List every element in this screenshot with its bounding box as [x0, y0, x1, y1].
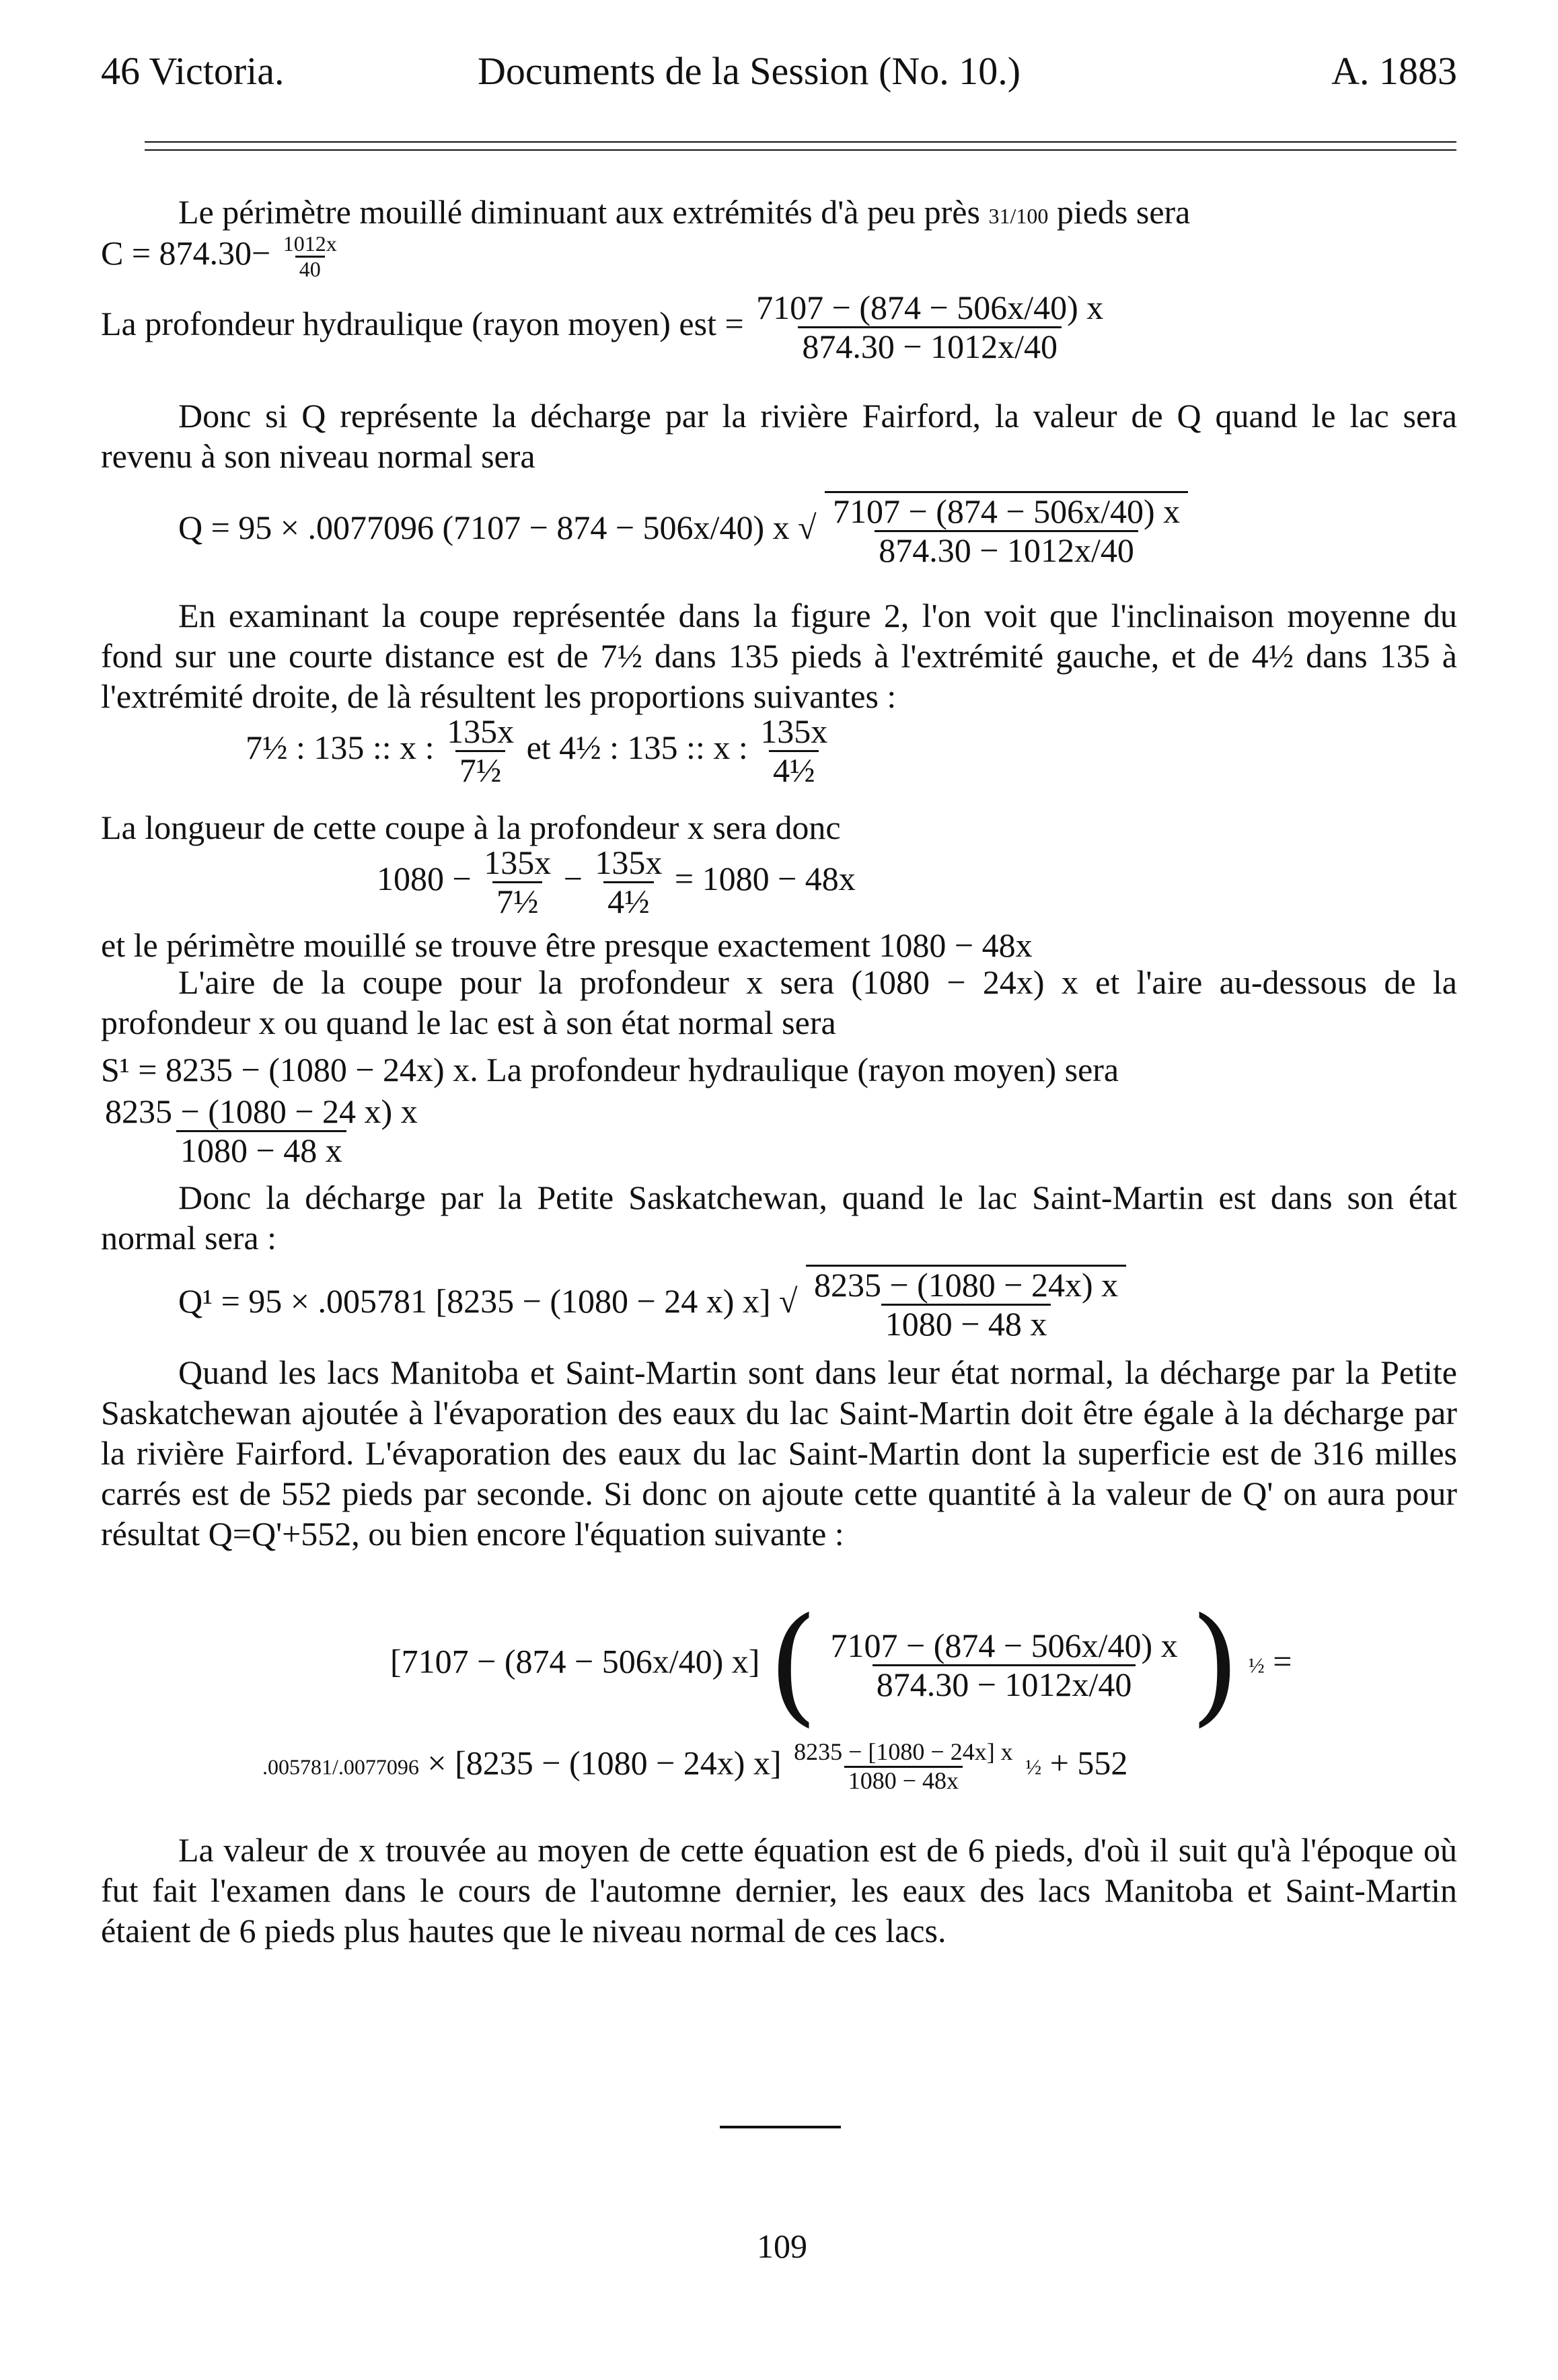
document-page — [101, 0, 1457, 2380]
paragraph-quand: Quand les lacs Manitoba et Saint-Martin sont dans leur état normal, la décharge par la Petite Saskatchewan ajoutée à l'évaporation des eaux du lac Saint-Martin doit être égale à la décharge par la rivière Fairford. L'évaporation des eaux du lac Saint-Martin dont la superficie est de 316 milles carrés est de 552 pieds par seconde. Si donc on ajoute cette quantité à la valeur de Q' on aura pour résultat Q=Q'+552, ou bien encore l'équation suivante : — [101, 1353, 1457, 1553]
header-rule-1 — [145, 141, 1456, 143]
equation-q1: Q¹ = 95 × .005781 [8235 − (1080 − 24 x) x] √ $\frac{8235 - (1080 - 24x) x}{1080 - 48 x}$ — [178, 1265, 1126, 1343]
line-perimetre: Le périmètre mouillé diminuant aux extrémités d'à peu près 31/100 pieds sera — [178, 193, 1191, 231]
paragraph-donc-2: Donc la décharge par la Petite Saskatchewan, quand le lac Saint-Martin est dans son état normal sera : — [101, 1179, 1457, 1257]
equation-longueur: 1080 − $\frac{135x}{\text{7½}}$ − $\frac{135x}{\text{4½}}$ = 1080 − 48x — [377, 844, 856, 920]
equation-s1: S¹ = 8235 − (1080 − 24x) x. La profondeur hydraulique (rayon moyen) sera — [101, 1051, 1119, 1088]
paragraph-examen: En examinant la coupe représentée dans la figure 2, l'on voit que l'inclinaison moyenne du fond sur une courte distance est de 7½ dans 135 pieds à l'extrémité gauche, et de 4½ dans 135 à l'extrémité droite, de là résultent les proportions suivantes : — [101, 597, 1457, 715]
equation-profondeur: La profondeur hydraulique (rayon moyen) est = $\frac{7107 - (874 - 506x/40) x}{874.30 - 1012x/40}$ — [101, 289, 1104, 365]
equation-c: C = 874.30− $\frac{1012x}{40}$ — [101, 231, 337, 282]
header-left: 46 Victoria. — [101, 49, 285, 93]
equation-proportions: 7½ : 135 :: x : $\frac{135x}{\text{7½}}$ et 4½ : 135 :: x : $\frac{135x}{\text{4½}}$ — [246, 712, 828, 789]
paragraph-valeur: La valeur de x trouvée au moyen de cette équation est de 6 pieds, d'où il suit qu'à l'époque où fut fait l'examen dans le cours de l'automne dernier, les eaux des lacs Manitoba et Saint-Martin étaient de 6 pieds plus hautes que le niveau normal de ces lacs. — [101, 1831, 1457, 1949]
closing-rule — [720, 2126, 841, 2128]
line-longueur: La longueur de cette coupe à la profondeur x sera donc — [101, 809, 841, 846]
equation-principale-2: .005781/.0077096 × [8235 − (1080 − 24x) x] $\frac{8235 - [1080 - 24x] x}{1080 - 48x}$ ½ + 552 — [262, 1738, 1128, 1794]
paragraph-donc-1: Donc si Q représente la décharge par la rivière Fairford, la valeur de Q quand le lac sera revenu à son niveau normal sera — [101, 397, 1457, 475]
header-right: A. 1883 — [1331, 49, 1457, 93]
equation-q: Q = 95 × .0077096 (7107 − 874 − 506x/40) x √ $\frac{7107 - (874 - 506x/40) x}{874.30 - 1012x/40}$ — [178, 491, 1188, 569]
header-center: Documents de la Session (No. 10.) — [478, 49, 1021, 93]
header-rule-2 — [145, 149, 1456, 151]
page-number: 109 — [757, 2227, 807, 2265]
running-header — [101, 48, 1457, 102]
paragraph-aire: L'aire de la coupe pour la profondeur x sera (1080 − 24x) x et l'aire au-dessous de la profondeur x ou quand le lac est à son état normal sera — [101, 963, 1457, 1041]
line-perimetre-mouille: et le périmètre mouillé se trouve être presque exactement 1080 − 48x — [101, 926, 1033, 964]
fraction-s1: $\frac{8235 - (1080 - 24 x) x}{1080 - 48 x}$ — [105, 1092, 418, 1169]
equation-principale-1: [7107 − (874 − 506x/40) x] ( $\frac{7107 - (874 - 506x/40) x}{874.30 - 1012x/40}$ ) ½ = — [390, 1590, 1292, 1739]
